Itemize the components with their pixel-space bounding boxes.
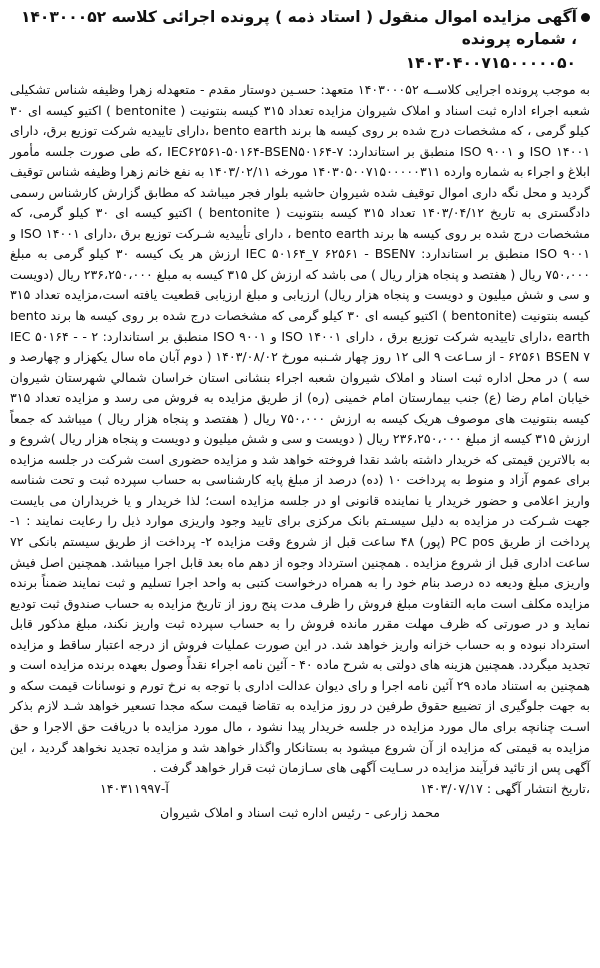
- notice-code: آ-۱۴۰۳۱۱۹۹۷: [100, 780, 169, 796]
- publish-date: ،تاریخ انتشار آگهی : ۱۴۰۳/۰۷/۱۷: [420, 780, 590, 796]
- notice-body: به موجب پرونده اجرایی کلاســه ۱۴۰۳۰۰۰۵۲ متعهد: حسـین دوستار مقدم - متعهدله زهرا وظیفه شناس تشکیلی شعبه اجراء اداره ثبت اسناد و املاک شیروان مزایده تعداد ۳۱۵ کیسه بنتونیت ( bentonite ) اکتیو کیسه ای ۳۰ کیلو گرمی ، که مشخصات درج شده بر روی کیسه ها برند bento earth ،دارای تاییدیه شرکت توزیع برق، دارای ISO ۱۴۰۰۱ و ISO ۹۰۰۱ منطبق بر استاندارد: IEC۶۲۵۶۱-۵۰۱۶۴-BSEN۵۰۱۶۴-۷ ،که طی صورت جلسه مأمور ابلاغ و اجراء به شماره وارده ۱۴۰۳۰۵۰۰۷۱۵۰۰۰۰۰۳۱۱ مورخه ۱۴۰۳/۰۲/۱۱ به نفع خانم زهرا وظیفه شناس توقیف گردید و محل نگه داری اموال توقیف شده شیروان حاشیه بلوار فجر میباشد که مطابق گزارش کارشناس رسمی دادگستری به تاریخ ۱۴۰۳/۰۴/۱۲ تعداد ۳۱۵ کیسه بنتونیت ( bentonite ) اکتیو کیسه ای ۳۰ کیلو گرمی، که مشخصات درج شده بر روی کیسه ها برند bento earth ، دارای تأییدیه شـرکت توزیع برق ،دارای ISO ۱۴۰۰۱ و ISO ۹۰۰۱ منطبق بر استاندارد: IEC ۵۰۱۶۴_۷ ۶۲۵۶۱ - BSEN۷ ارزش هر یک کیسه ۳۰ کیلو گرمی به مبلغ ۷۵۰،۰۰۰ ریال ( هفتصد و پنجاه هزار ریال ) می باشد که ارزش کل ۳۱۵ کیسه به مبلغ ۲۳۶،۲۵۰،۰۰۰ ریال (دویست و سی و شش میلیون و دویست و پنجاه هزار ریال) ارزیابی و مبلغ ارزیابی قطعیت یافته است،مزایده تعداد ۳۱۵ کیسه بنتونیت (bentonite ) اکتیو کیسه ای ۳۰ کیلو گرمی که مشخصات درج شده بر روی کیسه ها برند bento earth ،دارای تاییدیه شرکت توزیع برق ، دارای ISO ۱۴۰۰۱ و ISO ۹۰۰۱ منطبق بر استاندارد: ۲ - IEC ۵۰۱۶۴ - ۶۲۵۶۱ BSEN ۷ - از سـاعت ۹ الی ۱۲ روز چهار شـنبه مورخ ۱۴۰۳/۰۸/۰۲ ( دوم آبان ماه سال یکهزار و چهارصد و سه ) در محل اداره ثبت اسناد و املاک شیروان شعبه اجراء بنشانی استان خراسان شمالي شهرستان شيروان خيابان امام رضا (ع) جنب بیمارستان امام خمینی (ره) از طریق مزایده به فروش می رسد و مزایده تعداد ۳۱۵ کیسه بنتونیت های موصوف هریک کیسه به ارزش ۷۵۰،۰۰۰ ریال ( هفتصد و پنجاه هزار ریال ) میباشد که جمعاً ارزش ۳۱۵ کیسه از مبلغ ۲۳۶،۲۵۰،۰۰۰ ریال ( دویست و سی و شش میلیون و دویست و پنجاه هزار ریال )شروع و به بالاترین قیمتی که خریدار داشته باشد نقدا فروخته خواهد شد و مزایده حضوری است شرکت در جلسه مزایده برای عموم آزاد و منوط به پرداخت ۱۰ (ده) درصد از مبلغ پایه کارشناسی به حساب سپرده ثبت و تحت شناسه واریز اعلامی و حضور خریدار یا نماینده قانونی او در جلسه مزایده است؛ لذا خریدار و یا خریداران می بایست جهت شـرکت در مزایده به دلیل سیسـتم بانک مرکزی برای تایید وجود واریزی موارد ذیل را رعایت نمایند : ۱- پرداخت از طریق PC pos (پور) ۴۸ ساعت قبل از شروع وقت مزایده ۲- پرداخت از طریق سیستم بانکی ۷۲ ساعت اداری قبل از شروع مزایده . همچنین استرداد وجوه از دهم ماه بعد قابل اجرا میباشد. همچنین اصل فیش واریزی مبلغ ودیعه ده درصد بنام خود را به همراه درخواست کتبی به واحد اجرا تسلیم و ثبت نمایند ضمناً برنده مزایده مکلف است مابه التفاوت مبلغ فروش را ظرف مدت پنج روز از تاریخ مزایده به حساب صندوق ثبت تودیع نماید و در صورتی که ظرف مهلت مقرر مانده فروش را به حساب سپرده ثبت واریز نکند، مبلغ مذکور قابل استرداد نبوده و به حساب خزانه واریز خواهد شد. در این صورت عملیات فروش از درجه اعتبار ساقط و مزایده تجدید میگردد. همچنین هزینه های دولتی به شرح ماده ۴۰ - آئین نامه اجراء نقداً وصول بعهده برنده مزایده است و همچنین به استناد ماده ۲۹ آئین نامه اجرا و رای دیوان عدالت اداری با توجه به نرخ تورم و نوسانات قیمت سکه و به جهت جلوگیری از تضییع حقوق طرفین در روز مزایده به تقاضا قیمت سکه مجدا تسعیر خواهد شـد لازم بذکر اسـت چنانچه برای مال مورد مزایده در جلسه خریدار پیدا نشود ، مال مورد مزایده با دریافت حق الاجرا و حق مزایده به قیمتی که مزایده از آن شروع میشود به بستانکار واگذار خواهد شد و مزایده تجدید نخواهد گردید ، این آگهی پس از تائید فرآیند مزایده در سـایت آگهی های سـازمان ثبت قرار خواهد گرفت .: [10, 82, 591, 776]
- signature: محمد زارعی - رئیس اداره ثبت اسناد و املاک شیروان: [160, 804, 440, 820]
- notice-title-row: [10, 6, 590, 50]
- bullet-icon: [581, 13, 590, 22]
- file-number: ۱۴۰۳۰۴۰۰۷۱۵۰۰۰۰۰۵۰: [405, 54, 576, 72]
- notice-title: آگهی مزایده اموال منقول ( استاد ذمه ) پرونده اجرائی کلاسه ۱۴۰۳۰۰۰۵۲ ، شماره پرونده: [20, 8, 577, 48]
- publication-row: [10, 779, 590, 799]
